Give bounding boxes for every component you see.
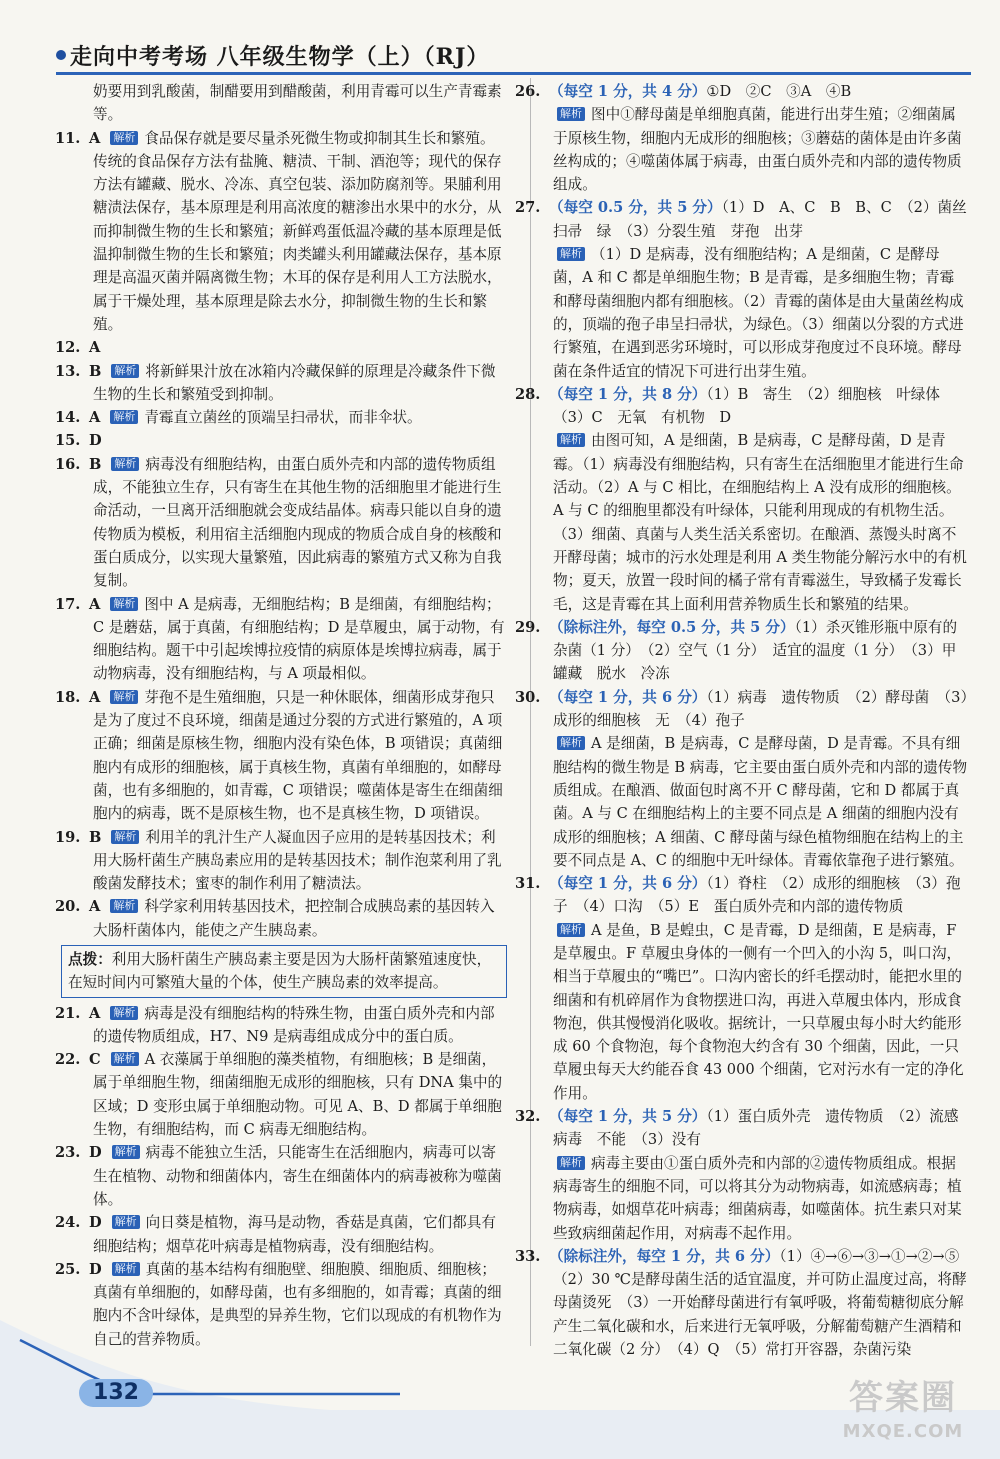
analysis-tag: 解析 — [112, 1262, 140, 1276]
answer-choice: B — [89, 362, 102, 380]
question-item — [515, 616, 971, 686]
question-item — [55, 1211, 507, 1258]
analysis-tag: 解析 — [110, 1006, 138, 1020]
question-text: 病毒是没有细胞结构的特殊生物，由蛋白质外壳和内部的遗传物质组成，H7、N9 是病毒组成成分中的蛋白质。 — [93, 1004, 495, 1045]
question-item — [55, 895, 507, 942]
analysis-text: A 是鱼，B 是蝗虫，C 是青霉，D 是细菌，E 是病毒，F 是草履虫。F 草履虫身体的一侧有一个凹入的小沟 5，叫口沟，相当于草履虫的“嘴巴”。口沟内密长的纤毛摆动时，能把水里的细菌和有机碎屑作为食物摆进口沟，再进入草履虫体内，形成食物泡，供其慢慢消化吸收。据统计，一只草履虫每小时大约能形成 60 个食物泡，每个食物泡大约含有 30 个细菌，因此，一只草履虫每天大约能吞食 43 000 个细菌，它对污水有一定的净化作用。 — [553, 921, 964, 1102]
analysis-text: （1）D 是病毒，没有细胞结构；A 是细菌，C 是酵母菌，A 和 C 都是单细胞生物；B 是青霉，是多细胞生物；青霉和酵母菌细胞内都有细胞核。（2）青霉的菌体是由大量菌丝构成的，顶端的孢子串呈扫帚状，为绿色。（3）细菌以分裂的方式进行繁殖，在遇到恶劣环境时，可以形成芽孢度过不良环境。酵母菌在条件适宜的情况下可进行出芽生殖。 — [553, 246, 964, 380]
analysis-paragraph — [553, 243, 968, 383]
question-number: 16. — [55, 455, 81, 473]
question-item — [55, 1141, 507, 1211]
question-text: （1）④→⑥→③→①→②→⑤ （2）30 ℃是酵母菌生活的适宜温度，并可防止温度过高，将酵母菌烫死 （3）一开始酵母菌进行有氧呼吸，将葡萄糖彻底分解产生二氧化碳和水，后来进行无氧呼吸，分解葡萄糖产生酒精和二氧化碳（2 分） （4）Q （5）常打开容器，杂菌污染 — [553, 1247, 974, 1359]
question-item — [515, 686, 968, 733]
question-item — [515, 1105, 968, 1152]
question-text: 病毒没有细胞结构，由蛋白质外壳和内部的遗传物质组成，不能独立生存，只有寄生在其他生物的活细胞里才能进行生命活动，一旦离开活细胞就会变成结晶体。病毒只能以自身的遗传物质为模板，利用宿主活细胞内现成的物质合成自身的核酸和蛋白质成分，以实现大量繁殖，因此病毒的繁殖方式又称为自我复制。 — [93, 455, 502, 590]
answer-choice: D — [89, 432, 102, 450]
question-text: （1）杀灭锥形瓶中原有的杂菌（1 分） （2）空气（1 分） 适宜的温度（1 分） （3）甲 罐藏 脱水 冷冻 — [553, 618, 971, 683]
page-number: 132 — [79, 1379, 153, 1407]
question-item — [515, 383, 968, 430]
analysis-tag: 解析 — [112, 1215, 140, 1229]
question-number: 33. — [515, 1247, 541, 1265]
question-text: 病毒不能独立生活，只能寄生在活细胞内，病毒可以寄生在植物、动物和细菌体内，寄生在细菌体内的病毒被称为噬菌体。 — [93, 1144, 502, 1208]
analysis-tag: 解析 — [557, 736, 585, 750]
score-note: （每空 0.5 分，共 5 分） — [549, 199, 722, 217]
analysis-tag: 解析 — [111, 1052, 139, 1066]
header-title: 走向中考考场 八年级生物学（上）（RJ） — [70, 44, 490, 70]
analysis-paragraph — [553, 732, 968, 872]
question-item — [55, 686, 507, 826]
analysis-tag: 解析 — [110, 597, 138, 611]
question-item — [55, 429, 507, 452]
question-item — [55, 593, 507, 686]
question-item — [55, 127, 507, 337]
analysis-tag: 解析 — [111, 364, 139, 378]
answer-choice: A — [89, 688, 101, 706]
question-text: （1）脊柱 （2）成形的细胞核 （3）孢子 （4）口沟 （5）E 蛋白质外壳和内部的遗传物质 — [553, 875, 961, 916]
score-note: （每空 1 分，共 6 分） — [549, 875, 707, 893]
watermark-url-text: MXQE.COM — [842, 1421, 964, 1442]
continued-text: 奶要用到乳酸菌，制醋要用到醋酸菌，利用青霉可以生产青霉素等。 — [93, 83, 502, 124]
question-text: （1）病毒 遗传物质 （2）酵母菌 （3）成形的细胞核 无 （4）孢子 — [553, 688, 968, 730]
analysis-tag: 解析 — [110, 899, 138, 913]
score-note: （每空 1 分，共 5 分） — [549, 1108, 707, 1126]
left-column — [55, 80, 507, 1351]
score-note: （除标注外，每空 1 分，共 6 分） — [549, 1247, 780, 1265]
question-text: （1）蛋白质外壳 遗传物质 （2）流感病毒 不能 （3）没有 — [553, 1108, 959, 1149]
analysis-tag: 解析 — [110, 131, 138, 145]
question-text: （1）D A、C B B、C （2）菌丝 扫帚 绿 （3）分裂生殖 芽孢 出芽 — [553, 199, 982, 240]
question-item — [55, 406, 507, 429]
question-text: 利用羊的乳汁生产人凝血因子应用的是转基因技术；利用大肠杆菌生产胰岛素应用的是转基因技术；制作泡菜利用了乳酸菌发酵技术；蜜枣的制作利用了糖渍法。 — [93, 828, 502, 893]
answer-choice: B — [89, 828, 102, 846]
question-text: （1）B 寄生 （2）细胞核 叶绿体 （3）C 无氧 有机物 D — [553, 385, 955, 427]
question-number: 23. — [55, 1144, 81, 1162]
analysis-text: A 是细菌，B 是病毒，C 是酵母菌，D 是青霉。不具有细胞结构的微生物是 B 病毒，它主要由蛋白质外壳和内部的遗传物质组成。在酿酒、做面包时离不开 C 酵母菌，它和 D 都属于真菌。A 与 C 在细胞结构上的主要不同点是 A 细菌的细胞内没有成形的细胞核；A 细菌、C 酵母菌与绿色植物细胞在结构上的主要不同点是 A、C 的细胞中无叶绿体。青霉依靠孢子进行繁殖。 — [553, 735, 968, 869]
page-header — [0, 0, 1000, 84]
question-item — [55, 1002, 507, 1049]
question-text: 食品保存就是要尽量杀死微生物或抑制其生长和繁殖。传统的食品保存方法有盐腌、糖渍、干制、酒泡等；现代的保存方法有罐藏、脱水、冷冻、真空包装、添加防腐剂等。果脯利用糖渍法保存，基本原理是利用高浓度的糖渗出水果中的水分，从而抑制微生物的生长和繁殖；新鲜鸡蛋低温冷藏的基本原理是低温抑制微生物的生长和繁殖；肉类罐头利用罐藏法保存，基本原理是高温灭菌并隔离微生物；木耳的保存是利用人工方法脱水，属于干燥处理，基本原理是除去水分，抑制微生物的生长和繁殖。 — [93, 129, 502, 333]
analysis-text: 由图可知，A 是细菌，B 是病毒，C 是酵母菌，D 是青霉。（1）病毒没有细胞结构，只有寄生在活细胞里才能进行生命活动。（2）A 与 C 相比，在细胞结构上 A 没有成形的细胞核。A 与 C 的细胞里都没有叶绿体，只能利用现成的有机物生活。（3）细菌、真菌与人类生活关系密切。在酿酒、蒸馒头时离不开酵母菌；城市的污水处理是利用 A 类生物能分解污水中的有机物；夏天，放置一段时间的橘子常有青霉滋生，导致橘子发霉长毛，这是青霉在其上面利用营养物质生长和繁殖的结果。 — [553, 432, 967, 613]
analysis-paragraph — [553, 103, 968, 196]
answer-choice: A — [89, 1004, 101, 1022]
question-item — [515, 80, 968, 103]
question-text: ①D ②C ③A ④B — [706, 83, 852, 100]
question-number: 17. — [55, 595, 81, 613]
score-note: （每空 1 分，共 8 分） — [549, 385, 707, 403]
analysis-paragraph — [553, 1152, 968, 1245]
score-note: （每空 1 分，共 4 分） — [549, 83, 707, 100]
question-text: 图中 A 是病毒，无细胞结构；B 是细菌，有细胞结构；C 是蘑菇，属于真菌，有细胞结构；D 是草履虫，属于动物，有细胞结构。题干中引起埃博拉疫情的病原体是埃博拉病毒，属于动物病毒，没有细胞结构，与 A 项最相似。 — [93, 595, 505, 683]
question-number: 21. — [55, 1004, 81, 1022]
answer-choice: D — [89, 1260, 102, 1278]
question-text: 向日葵是植物，海马是动物，香菇是真菌，它们都具有细胞结构；烟草花叶病毒是植物病毒，没有细胞结构。 — [93, 1214, 496, 1255]
score-note: （每空 1 分，共 6 分） — [549, 688, 707, 706]
score-note: （除标注外，每空 0.5 分，共 5 分） — [549, 618, 795, 636]
question-text: A 衣藻属于单细胞的藻类植物，有细胞核；B 是细菌，属于单细胞生物，细菌细胞无成形的细胞核，只有 DNA 集中的区域；D 变形虫属于单细胞动物。可见 A、B、D 都属于单细胞生物，有细胞结构，而 C 病毒无细胞结构。 — [93, 1051, 503, 1139]
question-item — [55, 453, 507, 593]
question-number: 12. — [55, 339, 81, 357]
question-item — [515, 872, 968, 919]
answer-choice: A — [89, 595, 101, 613]
question-item — [55, 1048, 507, 1141]
question-text: 将新鲜果汁放在冰箱内冷藏保鲜的原理是冷藏条件下微生物的生长和繁殖受到抑制。 — [93, 362, 496, 403]
question-text: 科学家利用转基因技术，把控制合成胰岛素的基因转入大肠杆菌体内，能使之产生胰岛素。 — [93, 898, 495, 939]
question-number: 13. — [55, 362, 81, 380]
question-number: 28. — [515, 385, 541, 403]
answer-choice: A — [89, 339, 101, 357]
question-number: 22. — [55, 1051, 81, 1069]
analysis-tag: 解析 — [110, 690, 138, 704]
right-column — [515, 80, 982, 1361]
analysis-paragraph — [553, 429, 968, 615]
analysis-tag: 解析 — [557, 923, 585, 937]
question-number: 30. — [515, 688, 541, 706]
question-number: 25. — [55, 1260, 81, 1278]
analysis-tag: 解析 — [557, 433, 585, 447]
answer-choice: A — [89, 129, 101, 147]
answer-choice: A — [89, 898, 101, 916]
question-number: 11. — [55, 129, 81, 147]
answer-choice: C — [89, 1051, 101, 1069]
question-number: 20. — [55, 898, 81, 916]
answer-choice: D — [89, 1214, 102, 1232]
question-number: 27. — [515, 199, 541, 217]
question-text: 芽孢不是生殖细胞，只是一种休眠体，细菌形成芽孢只是为了度过不良环境，细菌是通过分裂的方式进行繁殖的，A 项正确；细菌是原核生物，细胞内没有染色体，B 项错误；真菌细胞内有成形的细胞核，属于真核生物，真菌有单细胞的，如酵母菌，也有多细胞的，如青霉，C 项错误；噬菌体是寄生在细菌细胞内的病毒，既不是原核生物，也不是真核生物，D 项错误。 — [93, 688, 503, 823]
tip-label: 点拨： — [68, 950, 112, 968]
analysis-tag: 解析 — [111, 830, 139, 844]
question-number: 29. — [515, 618, 541, 636]
analysis-text: 图中①酵母菌是单细胞真菌，能进行出芽生殖；②细菌属于原核生物，细胞内无成形的细胞核；③蘑菇的菌体是由许多菌丝构成的；④噬菌体属于病毒，由蛋白质外壳和内部的遗传物质组成。 — [553, 106, 962, 194]
question-text: 青霉直立菌丝的顶端呈扫帚状，而非伞状。 — [144, 409, 422, 427]
analysis-tag: 解析 — [112, 1145, 140, 1159]
answer-choice: B — [89, 455, 102, 473]
analysis-tag: 解析 — [557, 247, 585, 261]
watermark-logo-text: 答案圈 — [849, 1378, 957, 1418]
analysis-text: 病毒主要由①蛋白质外壳和内部的②遗传物质组成。根据病毒寄生的细胞不同，可以将其分为动物病毒，如流感病毒；植物病毒，如烟草花叶病毒；细菌病毒，如噬菌体。抗生素只对某些致病细菌起作用，对病毒不起作用。 — [553, 1154, 962, 1242]
question-number: 15. — [55, 432, 81, 450]
analysis-paragraph — [553, 919, 968, 1105]
question-number: 19. — [55, 828, 81, 846]
question-item — [55, 360, 507, 407]
header-rule — [56, 72, 971, 75]
question-item — [55, 826, 507, 896]
analysis-tag: 解析 — [111, 457, 139, 471]
tip-box — [61, 945, 507, 998]
watermark — [828, 1370, 978, 1442]
question-number: 14. — [55, 409, 81, 427]
question-number: 24. — [55, 1214, 81, 1232]
question-item — [55, 336, 507, 359]
column-divider — [530, 78, 531, 1346]
question-number: 31. — [515, 875, 541, 893]
question-number: 32. — [515, 1108, 541, 1126]
question-number: 26. — [515, 83, 541, 100]
analysis-tag: 解析 — [557, 1156, 585, 1170]
tip-text: 利用大肠杆菌生产胰岛素主要是因为大肠杆菌繁殖速度快，在短时间内可繁殖大量的个体，使生产胰岛素的效率提高。 — [68, 950, 492, 992]
analysis-tag: 解析 — [110, 410, 138, 424]
answer-choice: D — [89, 1144, 102, 1162]
question-number: 18. — [55, 688, 81, 706]
analysis-tag: 解析 — [557, 107, 585, 121]
question-text: 真菌的基本结构有细胞壁、细胞膜、细胞质、细胞核；真菌有单细胞的，如酵母菌，也有多细胞的，如青霉；真菌的细胞内不含叶绿体，是典型的异养生物，它们以现成的有机物作为自己的营养物质。 — [93, 1260, 502, 1348]
header-bullet-icon — [56, 50, 66, 60]
answer-choice: A — [89, 409, 101, 427]
question-item — [515, 196, 982, 243]
